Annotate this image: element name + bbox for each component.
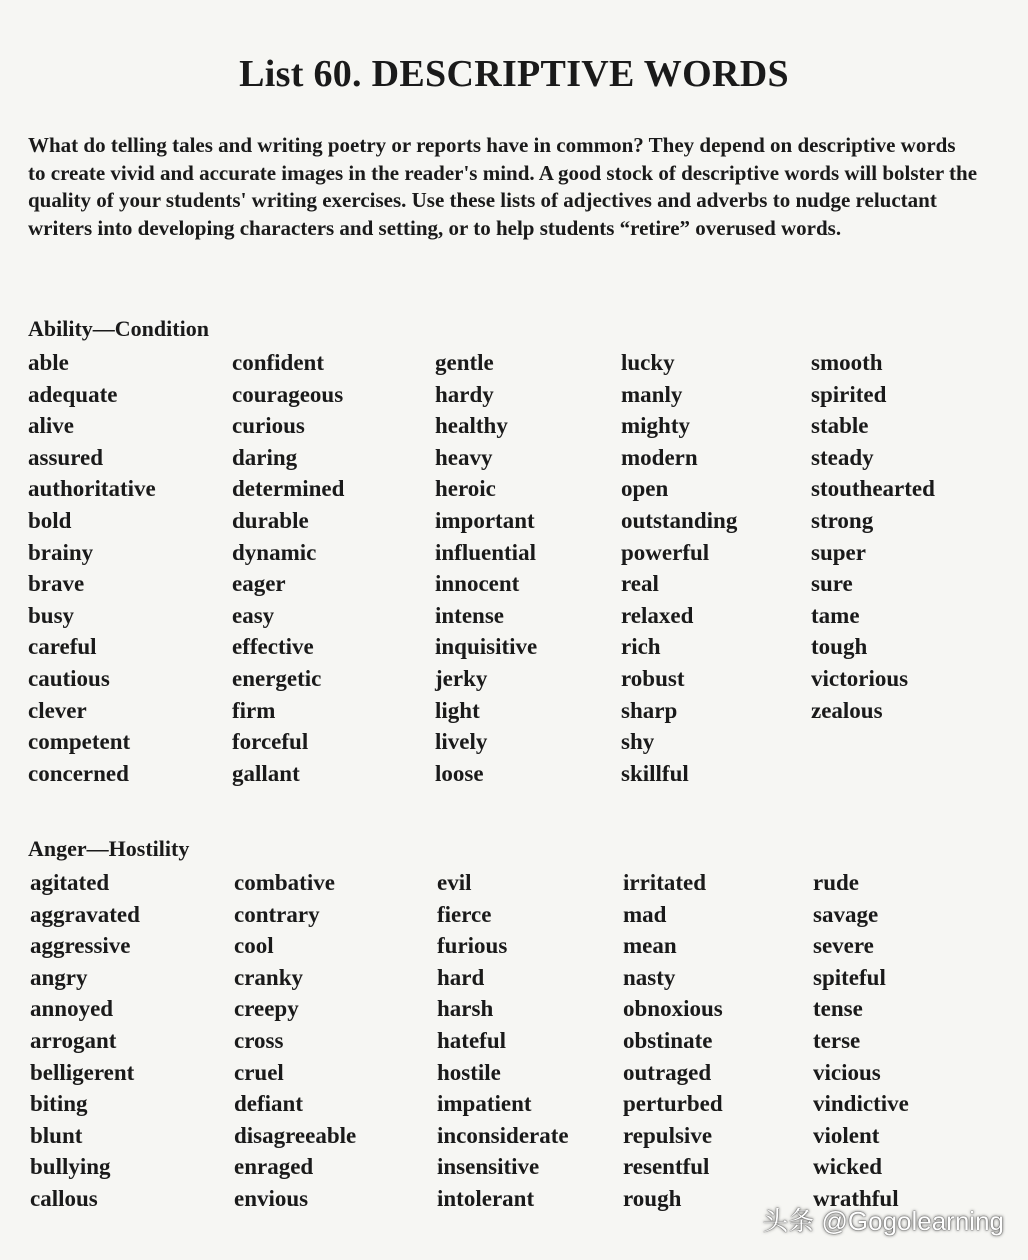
word-item: callous: [30, 1185, 98, 1211]
word-item: inquisitive: [435, 634, 538, 660]
word-column: [28, 347, 232, 789]
word-item: easy: [232, 602, 275, 628]
word-item: authoritative: [28, 476, 156, 502]
word-item: biting: [30, 1091, 88, 1117]
word-column: [621, 347, 811, 789]
word-column: [813, 867, 983, 1215]
word-item: skillful: [621, 760, 689, 786]
word-item: aggressive: [30, 933, 131, 959]
word-item: manly: [621, 381, 683, 407]
word-item: cool: [234, 933, 274, 959]
word-item: influential: [435, 539, 536, 565]
word-item: busy: [28, 602, 75, 628]
word-item: harsh: [437, 996, 494, 1022]
word-item: agitated: [30, 870, 110, 895]
word-item: bullying: [30, 1154, 111, 1180]
word-column: [232, 347, 435, 789]
word-item: loose: [435, 760, 484, 786]
intro-paragraph: What do telling tales and writing poetry or reports have in common? They depend on descriptive words to create vivid and accurate images in the reader's mind. A good stock of descriptive words will bolster the quality of your students' writing exercises. Use these lists of adjectives and adverbs to nudge reluctant writers into developing characters and setting, or to help students “retire” overused words.: [28, 133, 978, 240]
word-item: impatient: [437, 1091, 532, 1117]
word-list-ability-condition: [28, 347, 981, 789]
word-item: fierce: [437, 901, 492, 927]
word-item: heavy: [435, 444, 493, 470]
word-item: assured: [28, 444, 103, 470]
word-item: perturbed: [623, 1091, 723, 1117]
word-item: brainy: [28, 539, 94, 565]
word-item: intense: [435, 602, 504, 628]
word-item: lucky: [621, 350, 675, 375]
word-item: jerky: [435, 665, 488, 691]
watermark: 头条 @Gogolearning: [762, 1206, 1004, 1236]
word-item: wicked: [813, 1154, 882, 1180]
word-item: hostile: [437, 1059, 501, 1085]
word-item: severe: [813, 933, 874, 959]
word-item: inconsiderate: [437, 1122, 569, 1148]
page-title: List 60. DESCRIPTIVE WORDS: [239, 53, 789, 95]
word-item: powerful: [621, 539, 710, 565]
word-item: outraged: [623, 1059, 712, 1085]
word-item: terse: [813, 1027, 861, 1053]
word-item: spirited: [811, 381, 887, 407]
word-item: mighty: [621, 413, 690, 439]
word-item: repulsive: [623, 1122, 713, 1148]
word-item: contrary: [234, 901, 320, 927]
word-item: creepy: [234, 996, 299, 1022]
word-item: gallant: [232, 760, 300, 786]
word-item: daring: [232, 444, 298, 470]
word-item: confident: [232, 350, 324, 375]
word-item: savage: [813, 901, 879, 927]
word-item: intolerant: [437, 1185, 535, 1211]
section-heading-anger-hostility: Anger—Hostility: [28, 836, 190, 861]
word-item: resentful: [623, 1154, 710, 1180]
word-item: tense: [813, 996, 863, 1022]
word-item: obnoxious: [623, 996, 723, 1022]
word-item: outstanding: [621, 507, 738, 533]
word-column: [435, 347, 621, 789]
word-item: annoyed: [30, 996, 114, 1022]
word-item: steady: [811, 444, 874, 470]
word-column: [234, 867, 437, 1215]
word-item: brave: [28, 571, 85, 597]
word-list-anger-hostility: [30, 867, 983, 1215]
word-item: eager: [232, 571, 286, 597]
word-item: evil: [437, 870, 472, 895]
word-item: alive: [28, 413, 74, 439]
word-item: concerned: [28, 760, 129, 786]
word-item: stable: [811, 413, 869, 439]
word-item: adequate: [28, 381, 118, 407]
word-column: [623, 867, 813, 1215]
word-item: obstinate: [623, 1027, 713, 1053]
word-item: victorious: [811, 665, 909, 691]
word-item: strong: [811, 507, 874, 533]
word-item: light: [435, 697, 480, 723]
word-item: irritated: [623, 870, 707, 895]
word-item: clever: [28, 697, 87, 723]
word-item: competent: [28, 729, 131, 755]
word-item: vicious: [813, 1059, 881, 1085]
word-item: lively: [435, 729, 488, 755]
word-item: tame: [811, 602, 860, 628]
word-item: sure: [811, 571, 853, 597]
word-column: [437, 867, 623, 1215]
word-item: aggravated: [30, 901, 140, 927]
word-item: arrogant: [30, 1027, 117, 1053]
word-item: dynamic: [232, 539, 317, 565]
word-item: furious: [437, 933, 508, 959]
word-item: cautious: [28, 665, 110, 691]
word-item: combative: [234, 870, 335, 895]
word-item: heroic: [435, 476, 496, 502]
word-item: cranky: [234, 964, 303, 990]
word-item: envious: [234, 1185, 309, 1211]
word-item: super: [811, 539, 866, 565]
word-item: enraged: [234, 1154, 314, 1180]
word-item: vindictive: [813, 1091, 909, 1117]
word-item: defiant: [234, 1091, 303, 1117]
word-item: effective: [232, 634, 314, 660]
word-item: robust: [621, 665, 685, 691]
word-item: gentle: [435, 350, 494, 375]
word-item: tough: [811, 634, 868, 660]
word-item: sharp: [621, 697, 678, 723]
word-item: smooth: [811, 350, 883, 375]
word-item: disagreeable: [234, 1122, 357, 1148]
word-item: blunt: [30, 1122, 83, 1148]
word-item: spiteful: [813, 964, 886, 990]
word-item: cruel: [234, 1059, 284, 1085]
word-item: stouthearted: [811, 476, 935, 502]
word-item: insensitive: [437, 1154, 540, 1180]
section-heading-ability-condition: Ability—Condition: [28, 316, 209, 341]
word-item: violent: [813, 1122, 880, 1148]
word-item: rude: [813, 870, 859, 895]
word-item: durable: [232, 507, 309, 533]
word-item: energetic: [232, 665, 322, 691]
word-item: determined: [232, 476, 345, 502]
word-item: healthy: [435, 413, 508, 439]
word-item: rich: [621, 634, 661, 660]
word-item: wrathful: [813, 1185, 899, 1211]
word-item: bold: [28, 507, 72, 533]
word-item: rough: [623, 1185, 682, 1211]
word-item: relaxed: [621, 602, 694, 628]
word-item: hateful: [437, 1027, 506, 1053]
word-item: mad: [623, 901, 667, 927]
word-item: mean: [623, 933, 677, 959]
word-item: important: [435, 507, 535, 533]
word-column: [811, 347, 981, 789]
word-item: innocent: [435, 571, 520, 597]
word-item: careful: [28, 634, 97, 660]
word-item: hardy: [435, 381, 494, 407]
word-item: courageous: [232, 381, 344, 407]
word-item: modern: [621, 444, 698, 470]
word-item: able: [28, 350, 69, 375]
word-item: real: [621, 571, 659, 597]
word-item: shy: [621, 729, 655, 755]
word-item: curious: [232, 413, 305, 439]
word-item: forceful: [232, 729, 309, 755]
word-item: open: [621, 476, 669, 502]
word-item: belligerent: [30, 1059, 135, 1085]
word-item: firm: [232, 697, 276, 723]
word-item: nasty: [623, 964, 676, 990]
word-item: hard: [437, 964, 485, 990]
word-item: cross: [234, 1027, 284, 1053]
word-column: [30, 867, 234, 1215]
word-item: angry: [30, 964, 88, 990]
word-item: zealous: [811, 697, 883, 723]
